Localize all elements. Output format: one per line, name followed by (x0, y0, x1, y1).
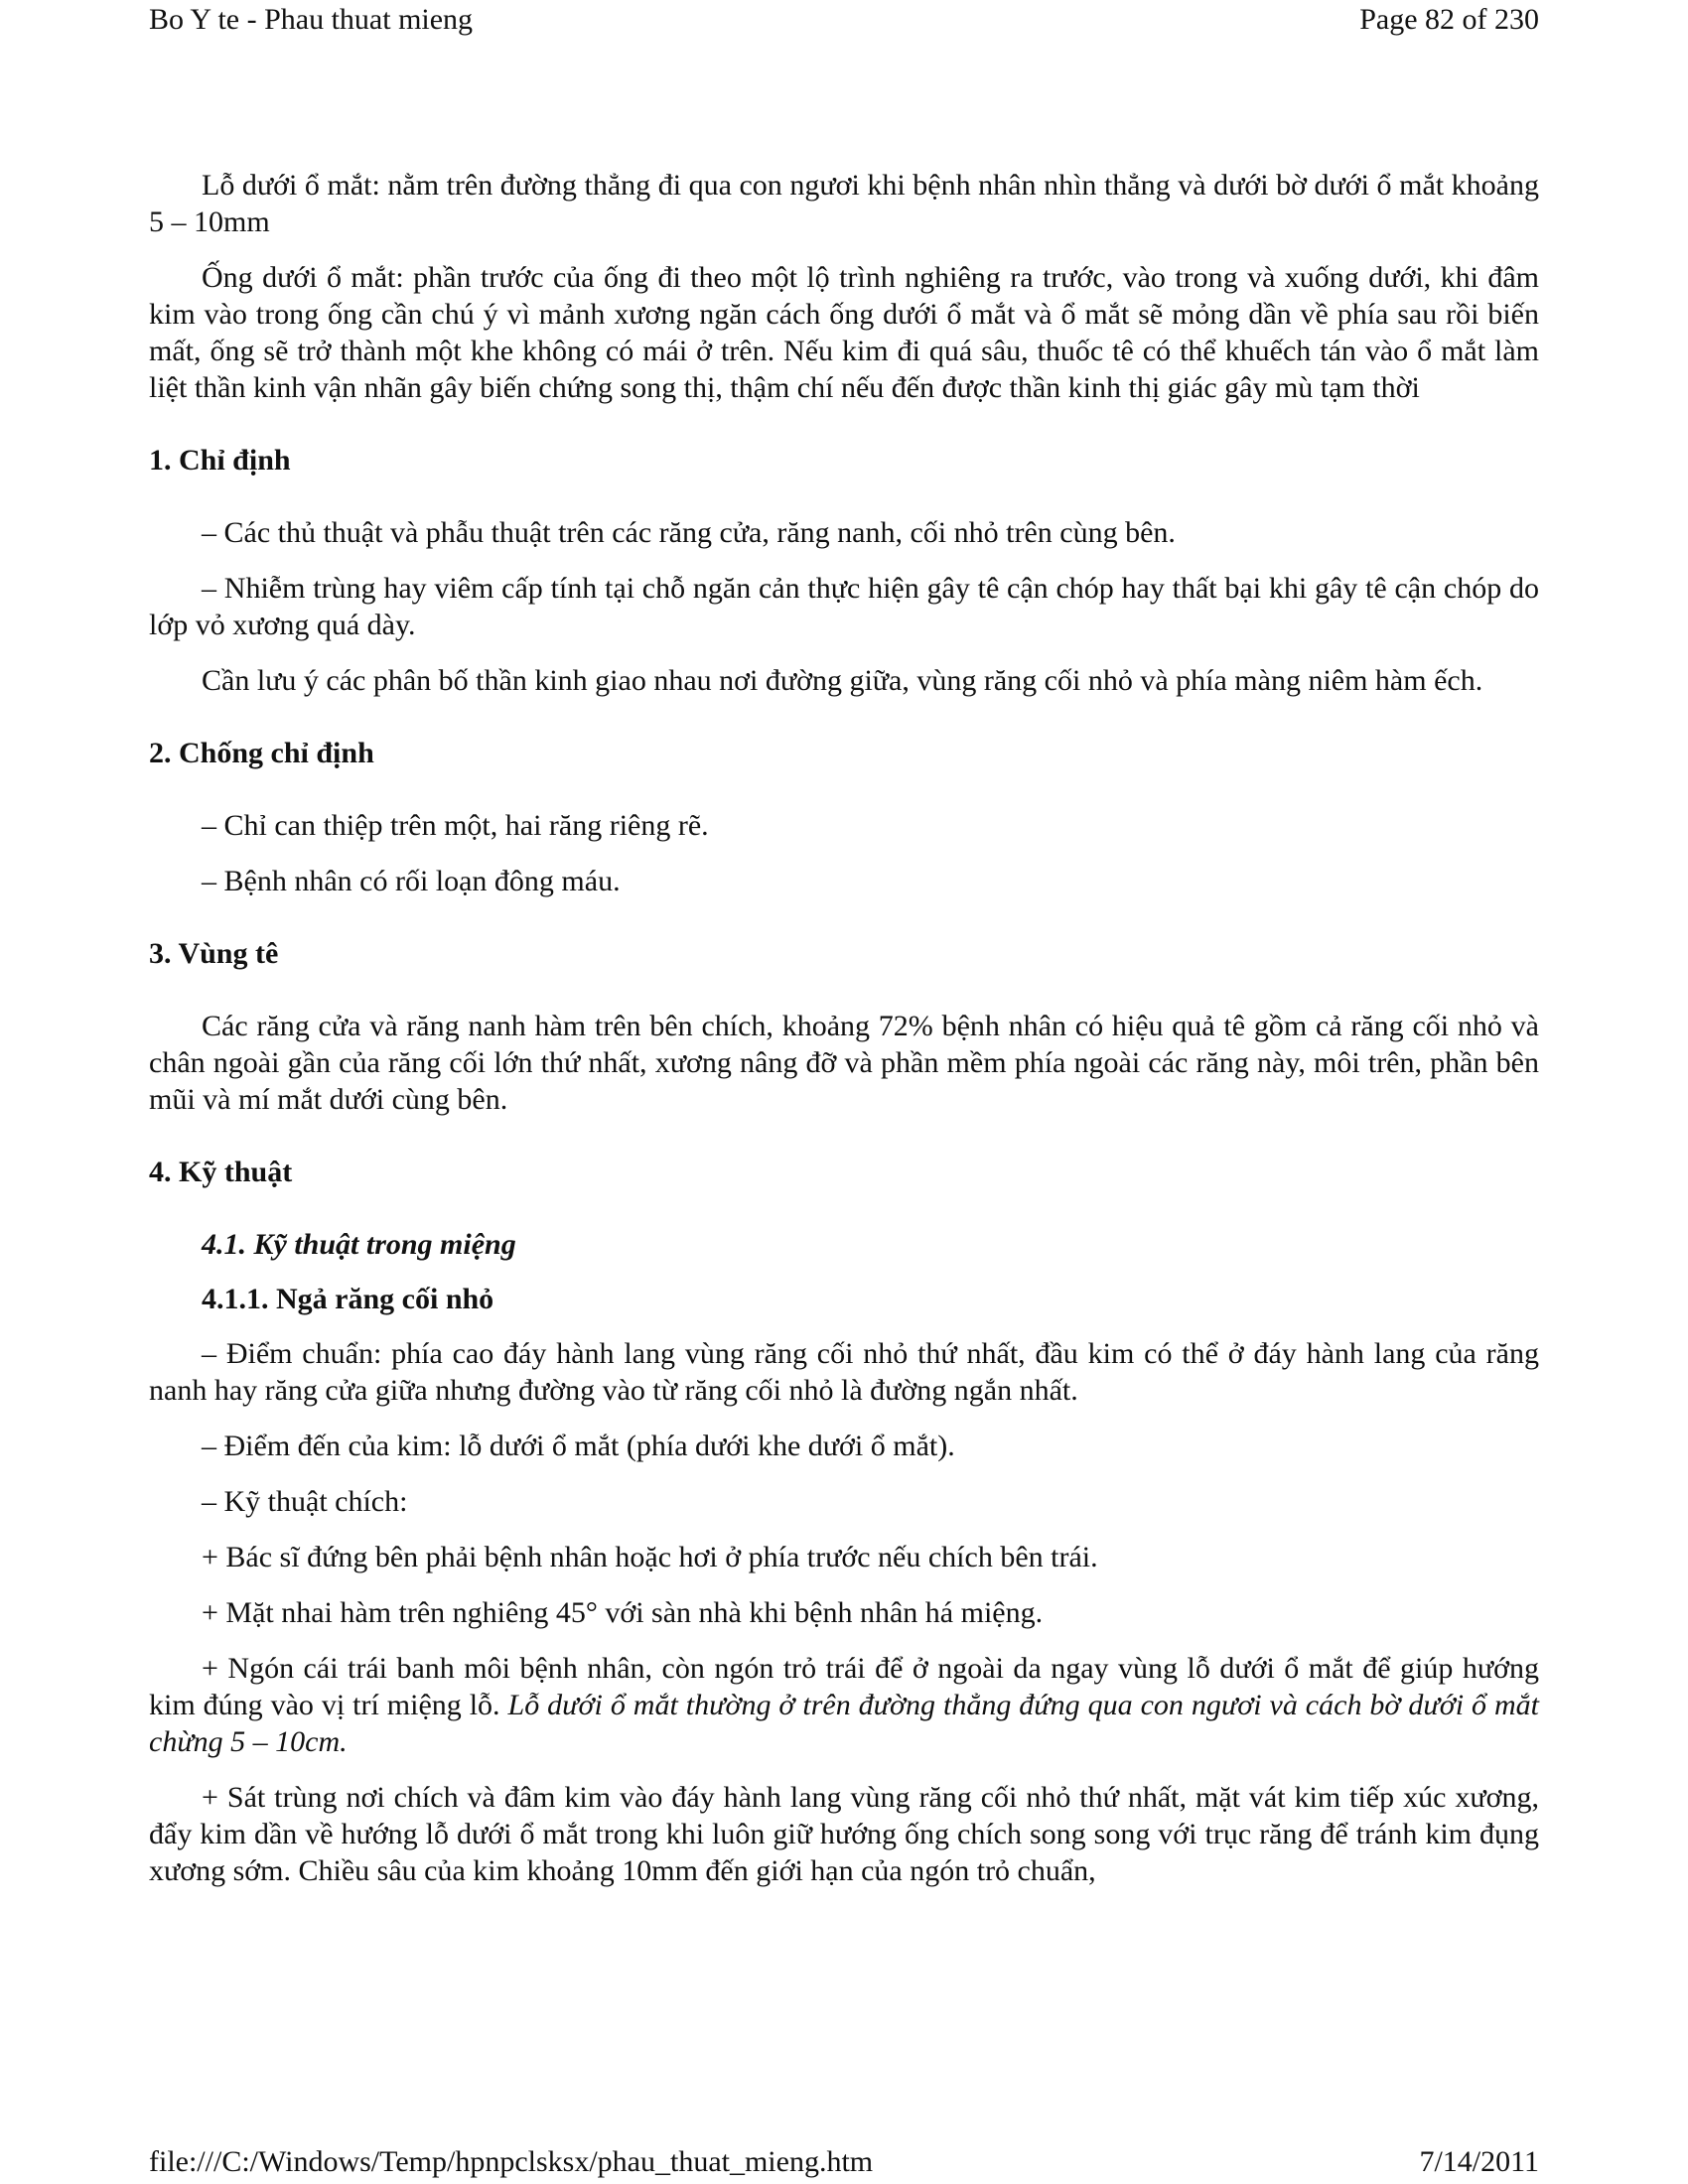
page-header (149, 2, 1539, 38)
page-footer (149, 2144, 1539, 2180)
section-heading: 1. Chỉ định (149, 444, 291, 477)
list-item: – Điểm đến của kim: lỗ dưới ổ mắt (phía dưới khe dưới ổ mắt). (202, 1430, 955, 1462)
header-title: Bo Y te - Phau thuat mieng (149, 3, 474, 36)
list-item: + Sát trùng nơi chích và đâm kim vào đáy hành lang vùng răng cối nhỏ thứ nhất, mặt vát kim tiếp xúc xương, đẩy kim dần về hướng lỗ dưới ổ mắt trong khi luôn giữ hướng ống chích song song với trục răng để tránh kim đụng xương sớm. Chiều sâu của kim khoảng 10mm đến giới hạn của ngón trỏ chuẩn, (149, 1781, 1539, 1887)
section-heading: 2. Chống chỉ định (149, 737, 374, 769)
italic-note: Lỗ dưới ổ mắt thường ở trên đường thẳng đứng qua con ngươi và cách bờ dưới ổ mắt chừng 5 – 10cm. (149, 1689, 1539, 1758)
list-item: – Bệnh nhân có rối loạn đông máu. (202, 865, 621, 897)
list-item (149, 1650, 1539, 1760)
paragraph-text: + Ngón cái trái banh môi bệnh nhân, còn ngón trỏ trái để ở ngoài da ngay vùng lỗ dưới ổ mắt để giúp hướng kim đúng vào vị trí miệng lỗ. (149, 1652, 1539, 1721)
paragraph: Các răng cửa và răng nanh hàm trên bên chích, khoảng 72% bệnh nhân có hiệu quả tê gồm cả răng cối nhỏ và chân ngoài gần của răng cối lớn thứ nhất, xương nâng đỡ và phần mềm phía ngoài các răng này, môi trên, phần bên mũi và mí mắt dưới cùng bên. (149, 1010, 1539, 1116)
list-item: – Điểm chuẩn: phía cao đáy hành lang vùng răng cối nhỏ thứ nhất, đầu kim có thể ở đáy hành lang của răng nanh hay răng cửa giữa nhưng đường vào từ răng cối nhỏ là đường ngắn nhất. (149, 1337, 1539, 1407)
section-heading: 3. Vùng tê (149, 937, 279, 970)
header-page-number: Page 82 of 230 (1359, 3, 1539, 36)
subsection-heading: 4.1. Kỹ thuật trong miệng (202, 1228, 516, 1261)
list-item: + Bác sĩ đứng bên phải bệnh nhân hoặc hơi ở phía trước nếu chích bên trái. (202, 1541, 1098, 1573)
footer-file-path: file:///C:/Windows/Temp/hpnpclsksx/phau_thuat_mieng.htm (149, 2145, 874, 2178)
list-item: – Chỉ can thiệp trên một, hai răng riêng rẽ. (202, 809, 709, 842)
list-item: + Mặt nhai hàm trên nghiêng 45° với sàn nhà khi bệnh nhân há miệng. (202, 1596, 1044, 1629)
list-item: – Nhiễm trùng hay viêm cấp tính tại chỗ ngăn cản thực hiện gây tê cận chóp hay thất bại khi gây tê cận chóp do lớp vỏ xương quá dày. (149, 572, 1539, 641)
paragraph: Lỗ dưới ổ mắt: nằm trên đường thẳng đi qua con ngươi khi bệnh nhân nhìn thẳng và dưới bờ dưới ổ mắt khoảng 5 – 10mm (149, 169, 1539, 238)
footer-date: 7/14/2011 (1419, 2145, 1539, 2178)
subsubsection-heading: 4.1.1. Ngả răng cối nhỏ (202, 1283, 494, 1315)
document-body (149, 167, 1539, 1908)
list-item: – Kỹ thuật chích: (202, 1485, 408, 1518)
paragraph: Ống dưới ổ mắt: phần trước của ống đi theo một lộ trình nghiêng ra trước, vào trong và xuống dưới, khi đâm kim vào trong ống cần chú ý vì mảnh xương ngăn cách ống dưới ổ mắt và ổ mắt sẽ mỏng dần về phía sau rồi biến mất, ống sẽ trở thành một khe không có mái ở trên. Nếu kim đi quá sâu, thuốc tê có thể khuếch tán vào ổ mắt làm liệt thần kinh vận nhãn gây biến chứng song thị, thậm chí nếu đến được thần kinh thị giác gây mù tạm thời (149, 261, 1539, 404)
list-item: – Các thủ thuật và phẫu thuật trên các răng cửa, răng nanh, cối nhỏ trên cùng bên. (202, 516, 1176, 549)
section-heading: 4. Kỹ thuật (149, 1156, 293, 1188)
paragraph: Cần lưu ý các phân bố thần kinh giao nhau nơi đường giữa, vùng răng cối nhỏ và phía màng niêm hàm ếch. (202, 664, 1483, 697)
